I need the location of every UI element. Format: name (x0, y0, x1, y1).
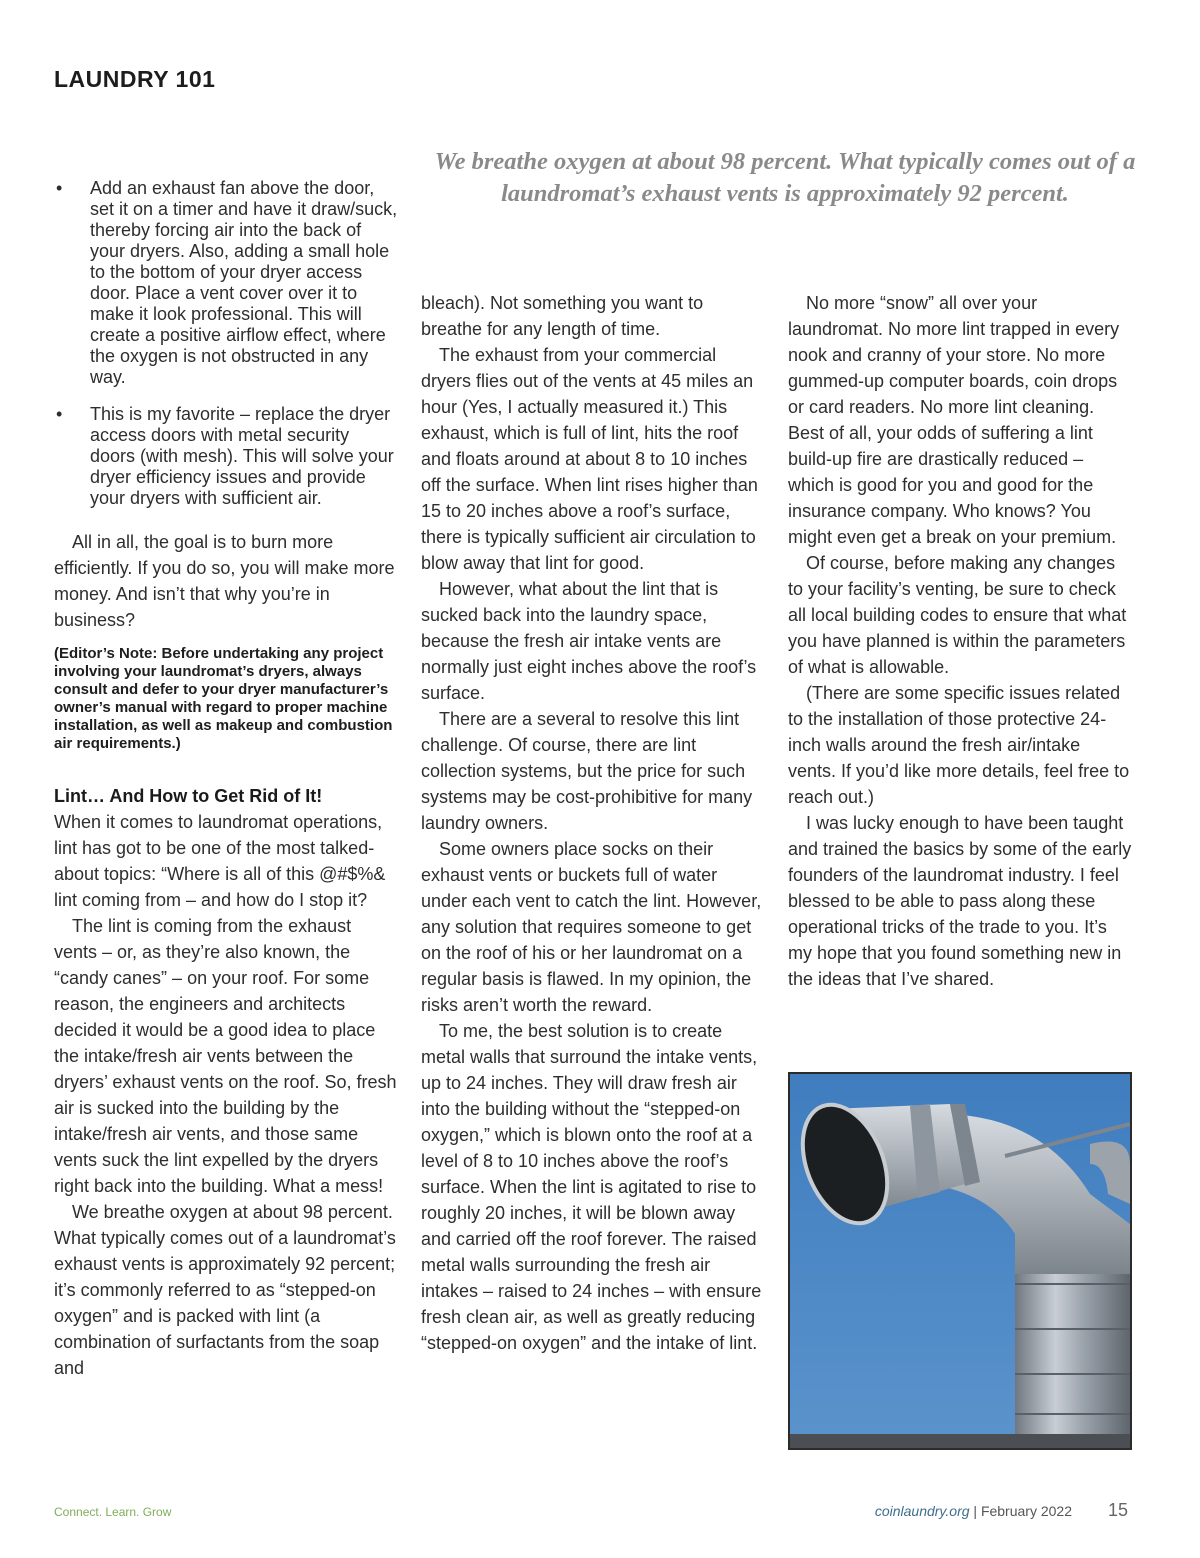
body-paragraph: To me, the best solution is to create metal walls that surround the intake vents, up to 24 inches. They will draw fresh air into the building without the “stepped-on oxygen,” which is blown onto the roof at a level of 8 to 10 inches above the roof’s surface. When the lint is agitated to rise to roughly 20 inches, it will be blown away and carried off the roof forever. The raised metal walls surrounding the fresh air intakes – raised to 24 inches – with ensure fresh clean air, as well as greatly reducing “stepped-on oxygen” and the intake of lint. (421, 1021, 762, 1353)
body-paragraph: All in all, the goal is to burn more efficiently. If you do so, you will make more money. And isn’t that why you’re in business? (54, 532, 395, 630)
column-1 (54, 178, 399, 1381)
bullet-list (54, 178, 399, 509)
footer-site-link[interactable]: coinlaundry.org (874, 1503, 970, 1519)
body-paragraph: (There are some specific issues related to the installation of those protective 24-inch walls around the fresh air/intake vents. If you’d like more details, feel free to reach out.) (788, 683, 1130, 807)
section-title: LAUNDRY 101 (54, 66, 216, 92)
bullet-item (54, 178, 399, 388)
subheading: Lint… And How to Get Rid of It! (54, 786, 323, 806)
editor-note: (Editor’s Note: Before undertaking any project involving your laundromat’s dryers, always consult and defer to your dryer manufacturer’s owner’s manual with regard to proper machine installation, as well as makeup and combustion air requirements.) (54, 645, 393, 752)
footer-separator: | (973, 1503, 978, 1519)
exhaust-vent-photo (788, 1072, 1132, 1450)
body-paragraph: We breathe oxygen at about 98 percent. What typically comes out of a laundromat’s exhaust vents is approximately 92 percent; it’s commonly referred to as “stepped-on oxygen” and is packed with lint (a combination of surfactants from the soap and (54, 1202, 396, 1378)
body-paragraph: I was lucky enough to have been taught and trained the basics by some of the early founders of the laundromat industry. I feel blessed to be able to pass along these operational tricks of the trade to you. It’s my hope that you found something new in the ideas that I’ve shared. (788, 813, 1132, 989)
body-paragraph: bleach). Not something you want to breathe for any length of time. (421, 293, 704, 339)
column-3 (788, 290, 1132, 992)
bullet-icon: • (56, 404, 63, 424)
body-paragraph: The lint is coming from the exhaust vents – or, as they’re also known, the “candy canes” – on your roof. For some reason, the engineers and architects decided it would be a good idea to place the intake/fresh air vents between the dryers’ exhaust vents on the roof. So, fresh air is sucked into the building by the intake/fresh air vents, and those same vents suck the lint expelled by the dryers right back into the building. What a mess! (54, 916, 397, 1196)
body-paragraph: Some owners place socks on their exhaust vents or buckets full of water under each vent to catch the lint. However, any solution that requires someone to get on the roof of his or her laundromat on a regular basis is flawed. In my opinion, the risks aren’t worth the reward. (421, 839, 762, 1015)
bullet-item (54, 404, 399, 509)
bullet-text: Add an exhaust fan above the door, set it on a timer and have it draw/suck, thereby forcing air into the back of your dryers. Also, adding a small hole to the bottom of your dryer access door. Place a vent cover over it to make it look professional. This will create a positive airflow effect, where the oxygen is not obstructed in any way. (90, 178, 398, 387)
body-paragraph: When it comes to laundromat operations, lint has got to be one of the most talked-about topics: “Where is all of this @#$%& lint coming from – and how do I stop it? (54, 812, 386, 910)
page-number: 15 (1107, 1500, 1128, 1520)
footer-publication (875, 1503, 1072, 1519)
body-paragraph: However, what about the lint that is sucked back into the laundry space, because the fresh air intake vents are normally just eight inches above the roof’s surface. (421, 579, 757, 703)
body-paragraph: There are a several to resolve this lint challenge. Of course, there are lint collection systems, but the price for such systems may be cost-prohibitive for many laundry owners. (421, 709, 753, 833)
body-paragraph: The exhaust from your commercial dryers flies out of the vents at 45 miles an hour (Yes, I actually measured it.) This exhaust, which is full of lint, hits the roof and floats around at about 8 to 10 inches off the surface. When lint rises higher than 15 to 20 inches above a roof’s surface, there is typically sufficient air circulation to blow away that lint for good. (421, 345, 758, 573)
footer-date: February 2022 (980, 1503, 1072, 1519)
body-paragraph: Of course, before making any changes to your facility’s venting, be sure to check all local building codes to ensure that what you have planned is within the parameters of what is allowable. (788, 553, 1127, 677)
body-paragraph: No more “snow” all over your laundromat. No more lint trapped in every nook and cranny of your store. No more gummed-up computer boards, coin drops or card readers. No more lint cleaning. Best of all, your odds of suffering a lint build-up fire are drastically reduced – which is good for you and good for the insurance company. Who knows? You might even get a break on your premium. (788, 293, 1120, 547)
footer-tagline: Connect. Learn. Grow (54, 1505, 172, 1519)
pull-quote: We breathe oxygen at about 98 percent. What typically comes out of a laundromat’s exhaust vents is approximately 92 percent. (434, 148, 1136, 207)
bullet-icon: • (56, 178, 63, 198)
column-2 (421, 290, 763, 1356)
bullet-text: This is my favorite – replace the dryer access doors with metal security doors (with mesh). This will solve your dryer efficiency issues and provide your dryers with sufficient air. (90, 404, 394, 508)
